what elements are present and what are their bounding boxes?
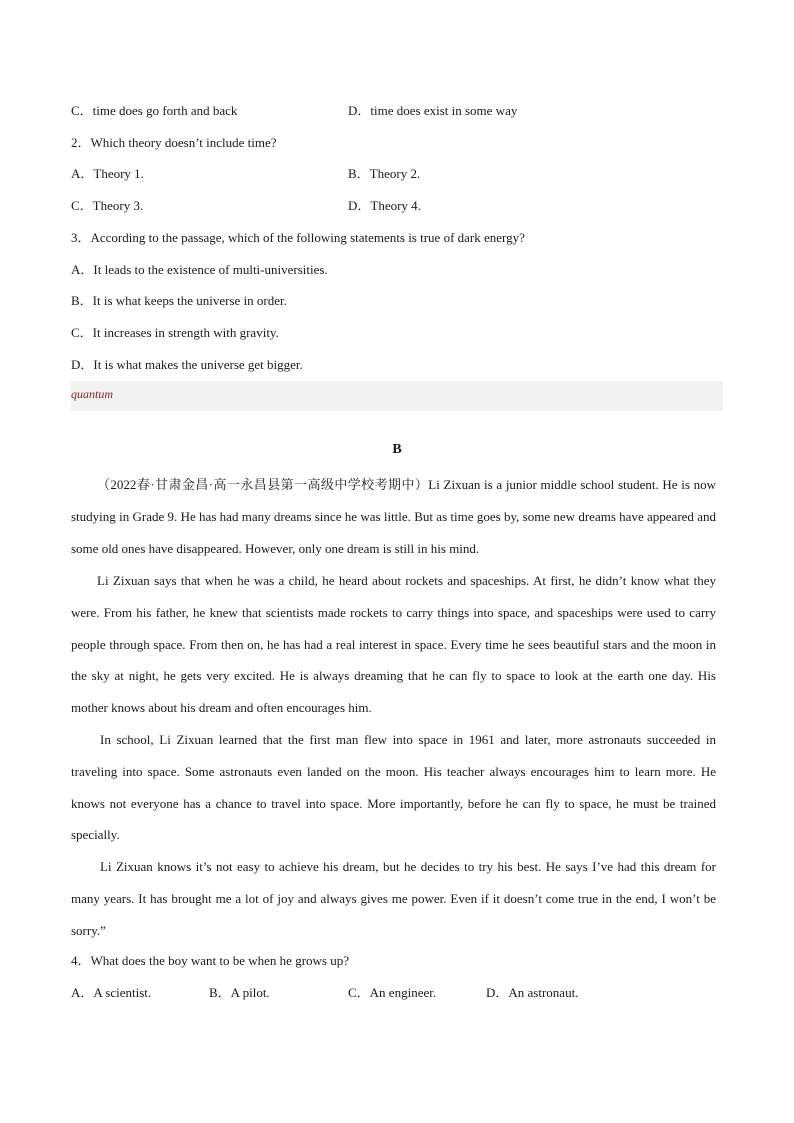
q3-option-b: B．It is what keeps the universe in order. — [71, 293, 287, 308]
section-title: B — [392, 442, 402, 457]
q3-option-a: A．It leads to the existence of multi-universities. — [71, 262, 328, 277]
q1-option-c: C．time does go forth and back — [71, 103, 238, 118]
passage-paragraph-4: Li Zixuan knows it’s not easy to achieve his dream, but he decides to try his best. He says I’ve had this dream for many years. It has brought me a lot of joy and always gives me power. Even if it doesn’t come true in the end, I won’t be sorry.” — [71, 859, 716, 938]
answer-analysis-bar — [71, 381, 723, 411]
passage-paragraph-2: Li Zixuan says that when he was a child, he heard about rockets and spaceships. At first, he didn’t know what they were. From his father, he knew that scientists made rockets to carry things into space, and spaceships were used to carry people through space. From then on, he has had a real interest in space. Every time he sees beautiful stars and the moon in the sky at night, he gets very excited. He is always dreaming that he can fly to space to look at the earth one day. His mother knows about his dream and often encourages him. — [71, 573, 716, 716]
q2-stem: 2．Which theory doesn’t include time? — [71, 135, 277, 150]
q2-option-b: B．Theory 2. — [348, 166, 421, 181]
q2-option-d: D．Theory 4. — [348, 198, 421, 213]
q2-option-c: C．Theory 3. — [71, 198, 144, 213]
q4-stem: 4．What does the boy want to be when he grows up? — [71, 953, 349, 968]
q4-option-a: A．A scientist. — [71, 985, 152, 1000]
passage-paragraph-3: In school, Li Zixuan learned that the first man flew into space in 1961 and later, more astronauts succeeded in traveling into space. Some astronauts even landed on the moon. His teacher always encourages him to learn more. He knows not everyone has a chance to travel into space. More importantly, before he can fly to space, he must be trained specially. — [71, 732, 716, 843]
q2-option-a: A．Theory 1. — [71, 166, 144, 181]
q4-option-b: B．A pilot. — [209, 985, 270, 1000]
q2-options-row-2 — [71, 196, 723, 216]
q3-option-c: C．It increases in strength with gravity. — [71, 325, 279, 340]
q1-option-d: D．time does exist in some way — [348, 103, 518, 118]
passage-paragraph-1: （2022春·甘肃金昌·高一永昌县第一高级中学校考期中）Li Zixuan is a junior middle school student. He is now studying in Grade 9. He has had many dreams since he was little. But as time goes by, some new dreams have appeared and some old ones have disappeared. However, only one dream is still in his mind. — [71, 477, 716, 556]
q1-options-row — [71, 101, 723, 121]
keyword-text: quantum — [71, 387, 113, 401]
q3-stem: 3．According to the passage, which of the following statements is true of dark energy? — [71, 230, 525, 245]
q4-option-c: C．An engineer. — [348, 985, 437, 1000]
q2-options-row-1 — [71, 164, 723, 184]
q4-option-d: D．An astronaut. — [486, 985, 579, 1000]
q3-option-d: D．It is what makes the universe get bigger. — [71, 357, 303, 372]
